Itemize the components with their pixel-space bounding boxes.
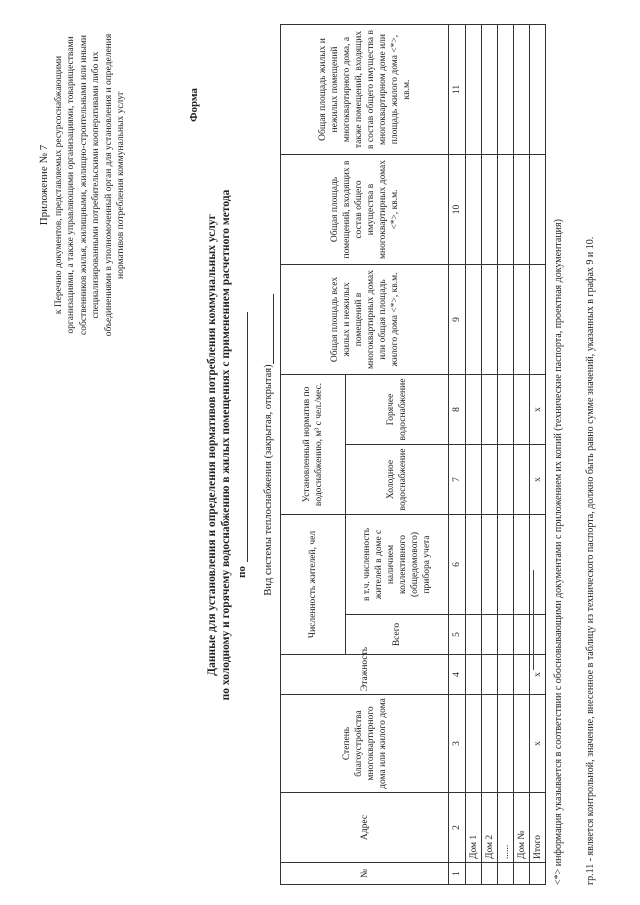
table-row — [466, 25, 482, 885]
header-norm: Установленный норматив по водоснабжению, м³ с чел./мес. — [281, 375, 346, 515]
po-label: по — [236, 566, 248, 578]
cell-floors[interactable] — [514, 655, 530, 695]
cell-cold[interactable] — [514, 445, 530, 515]
cell-no[interactable] — [482, 863, 498, 885]
cell-degree[interactable] — [466, 695, 482, 793]
cell-area-total[interactable] — [498, 265, 514, 375]
col-number: 8 — [449, 375, 466, 445]
cell-address[interactable]: Дом 1 — [466, 793, 482, 863]
col-number: 4 — [449, 655, 466, 695]
header-row-1 — [281, 25, 346, 885]
po-blank-field — [235, 312, 248, 562]
cell-meter[interactable] — [482, 515, 498, 615]
footnote-2: гр.11 - является контрольной, значение, внесенное в таблицу из технического паспорта, должно быть равно сумме значений, указанных в графах 9 и 10. — [585, 236, 596, 885]
heat-supply-blank-field — [262, 294, 274, 364]
cell-degree[interactable] — [498, 695, 514, 793]
col-number: 2 — [449, 793, 466, 863]
cell-floors[interactable] — [498, 655, 514, 695]
cell-degree[interactable] — [482, 695, 498, 793]
col-number: 11 — [449, 25, 466, 155]
header-norm-cold: Холодное водоснабжение — [346, 445, 449, 515]
cell-area-sum[interactable] — [514, 25, 530, 155]
col-number: 5 — [449, 615, 466, 655]
cell-area-total[interactable] — [466, 265, 482, 375]
cell-meter[interactable] — [466, 515, 482, 615]
cell-floors[interactable]: x — [530, 655, 546, 695]
cell-degree[interactable]: x — [530, 695, 546, 793]
footnote-1: <*> информация указывается в соответствии с обосновывающими документами с приложением их копий (технические паспорта, проектная документация) — [553, 219, 564, 885]
cell-total[interactable] — [466, 615, 482, 655]
header-area-sum: Общая площадь жилых и нежилых помещений многоквартирного дома, а также помещений, входящих в состав общего имущества в многоквартирном доме или площадь жилого дома <*>, кв.м. — [281, 25, 449, 155]
cell-address[interactable]: Итого — [530, 793, 546, 863]
header-floors: Этажность — [281, 655, 449, 695]
col-number: 9 — [449, 265, 466, 375]
cell-area-common[interactable] — [530, 155, 546, 265]
cell-area-sum[interactable] — [530, 25, 546, 155]
cell-no[interactable] — [514, 863, 530, 885]
header-area-total: Общая площадь всех жилых и нежилых помещений в многоквартирных домах или общая площадь жилого дома <*>, кв.м. — [281, 265, 449, 375]
cell-address[interactable]: ...... — [498, 793, 514, 863]
cell-no[interactable] — [498, 863, 514, 885]
cell-area-sum[interactable] — [482, 25, 498, 155]
col-number: 7 — [449, 445, 466, 515]
cell-total[interactable] — [530, 615, 546, 655]
data-table — [280, 24, 546, 885]
column-number-row — [449, 25, 466, 885]
cell-area-total[interactable] — [482, 265, 498, 375]
cell-area-sum[interactable] — [498, 25, 514, 155]
cell-area-common[interactable] — [466, 155, 482, 265]
cell-area-sum[interactable] — [466, 25, 482, 155]
cell-cold[interactable] — [482, 445, 498, 515]
title-line-2: по холодному и горячему водоснабжению в жилых помещениях с применением расчетного метода — [220, 189, 232, 701]
cell-degree[interactable] — [514, 695, 530, 793]
po-line — [235, 65, 248, 825]
col-number: 1 — [449, 863, 466, 885]
cell-hot[interactable] — [514, 375, 530, 445]
table-row — [482, 25, 498, 885]
cell-floors[interactable] — [482, 655, 498, 695]
cell-hot[interactable] — [482, 375, 498, 445]
cell-meter[interactable] — [514, 515, 530, 615]
cell-cold[interactable] — [466, 445, 482, 515]
heat-supply-label: Вид системы теплоснабжения (закрытая, открытая) — [263, 364, 274, 596]
appendix-title: Приложение № 7 — [38, 144, 50, 226]
cell-area-common[interactable] — [514, 155, 530, 265]
cell-meter[interactable] — [530, 515, 546, 615]
cell-area-total[interactable] — [530, 265, 546, 375]
cell-hot[interactable] — [498, 375, 514, 445]
appendix-text: к Перечню документов, представляемых ресурсоснабжающими организациями, а также управляющими организациями, товариществами собственников жилья, жилищными, жилищно-строительными или иными специализированными потребительскими кооперативами либо их объединениями в уполномоченный орган для установления и определения нормативов потребления коммунальных услуг — [53, 33, 126, 337]
header-area-common: Общая площадь помещений, входящих в состав общего имущества в многоквартирных домах <*>, кв.м. — [281, 155, 449, 265]
form-label: Форма — [188, 88, 200, 122]
cell-no[interactable] — [530, 863, 546, 885]
cell-cold[interactable] — [498, 445, 514, 515]
cell-hot[interactable]: x — [530, 375, 546, 445]
page-title — [205, 65, 233, 825]
table-row — [514, 25, 530, 885]
col-number: 6 — [449, 515, 466, 615]
cell-total[interactable] — [498, 615, 514, 655]
separator-line — [533, 570, 534, 670]
appendix-block — [38, 25, 128, 345]
cell-meter[interactable] — [498, 515, 514, 615]
cell-total[interactable] — [482, 615, 498, 655]
cell-address[interactable]: Дом 2 — [482, 793, 498, 863]
header-residents-total: Всего — [346, 615, 449, 655]
cell-hot[interactable] — [466, 375, 482, 445]
cell-no[interactable] — [466, 863, 482, 885]
cell-area-common[interactable] — [498, 155, 514, 265]
header-degree: Степень благоустройства многоквартирного дома или жилого дома — [281, 695, 449, 793]
col-number: 3 — [449, 695, 466, 793]
header-address: Адрес — [281, 793, 449, 863]
title-line-1: Данные для установления и определения нормативов потребления коммунальных услуг — [206, 214, 218, 676]
cell-address[interactable]: Дом № — [514, 793, 530, 863]
table-row — [498, 25, 514, 885]
heat-supply-line — [262, 65, 274, 825]
cell-cold[interactable]: x — [530, 445, 546, 515]
header-residents-meter: в т.ч. численность жителей в доме с наличием коллективного (общедомового) прибора учета — [346, 515, 449, 615]
header-no: № — [281, 863, 449, 885]
cell-area-total[interactable] — [514, 265, 530, 375]
table-row-total — [530, 25, 546, 885]
cell-floors[interactable] — [466, 655, 482, 695]
header-norm-hot: Горячее водоснабжение — [346, 375, 449, 445]
cell-area-common[interactable] — [482, 155, 498, 265]
col-number: 10 — [449, 155, 466, 265]
header-residents: Численность жителей, чел — [281, 515, 346, 655]
cell-total[interactable] — [514, 615, 530, 655]
